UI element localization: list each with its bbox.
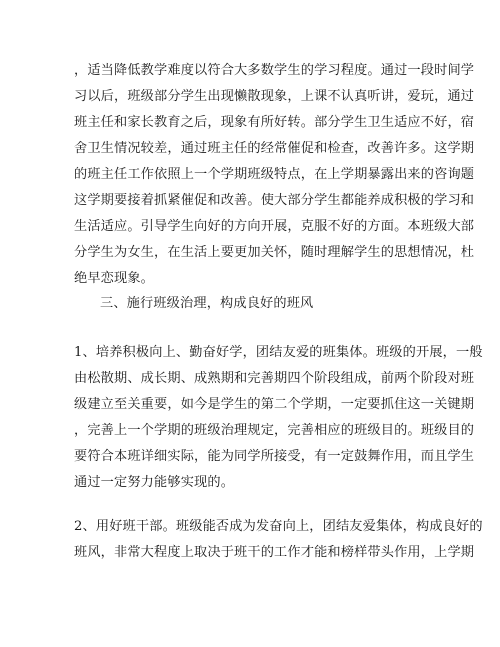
text-line: 1、培养积极向上、勤奋好学，团结友爱的班集体。班级的开展，一般 bbox=[74, 345, 483, 360]
text-line: 要符合本班详细实际，能为同学所接受，有一定鼓舞作用，而且学生 bbox=[74, 449, 475, 464]
text-line: 这学期要接着抓紧催促和改善。使大部分学生都能养成积极的学习和 bbox=[74, 193, 475, 208]
text-line: 班主任和家长教育之后，现象有所好转。部分学生卫生适应不好，宿 bbox=[74, 115, 475, 130]
text-line: 绝早恋现象。 bbox=[74, 271, 155, 286]
text-line: ，适当降低教学难度以符合大多数学生的学习程度。通过一段时间学 bbox=[74, 63, 475, 78]
text-line: 班风，非常大程度上取决于班干的工作才能和榜样带头作用，上学期 bbox=[74, 545, 475, 560]
text-line: 分学生为女生，在生活上要更加关怀，随时理解学生的思想情况，杜 bbox=[74, 245, 475, 260]
paragraph-class-discipline bbox=[74, 58, 475, 292]
text-line: 2、用好班干部。班级能否成为发奋向上，团结友爱集体，构成良好的 bbox=[74, 519, 483, 534]
text-line: 级建立至关重要，如今是学生的第二个学期，一定要抓住这一关键期 bbox=[74, 397, 475, 412]
section-heading bbox=[74, 293, 426, 315]
paragraph-class-cadres bbox=[74, 514, 483, 566]
text-line: ，完善上一个学期的班级治理规定，完善相应的班级目的。班级目的 bbox=[74, 423, 475, 438]
text-line: 由松散期、成长期、成熟期和完善期四个阶段组成，前两个阶段对班 bbox=[74, 371, 475, 386]
paragraph-class-collective bbox=[74, 340, 483, 496]
section-heading-text: 三、施行班级治理，构成良好的班风 bbox=[100, 296, 314, 311]
text-line: 通过一定努力能够实现的。 bbox=[74, 475, 235, 490]
text-line: 舍卫生情况较差，通过班主任的经常催促和检查，改善许多。这学期 bbox=[74, 141, 475, 156]
text-line: 生活适应。引导学生向好的方向开展，克服不好的方面。本班级大部 bbox=[74, 219, 475, 234]
text-line: 的班主任工作依照上一个学期班级特点，在上学期暴露出来的咨询题 bbox=[74, 167, 475, 182]
text-line: 习以后，班级部分学生出现懒散现象，上课不认真听讲，爱玩，通过 bbox=[74, 89, 475, 104]
